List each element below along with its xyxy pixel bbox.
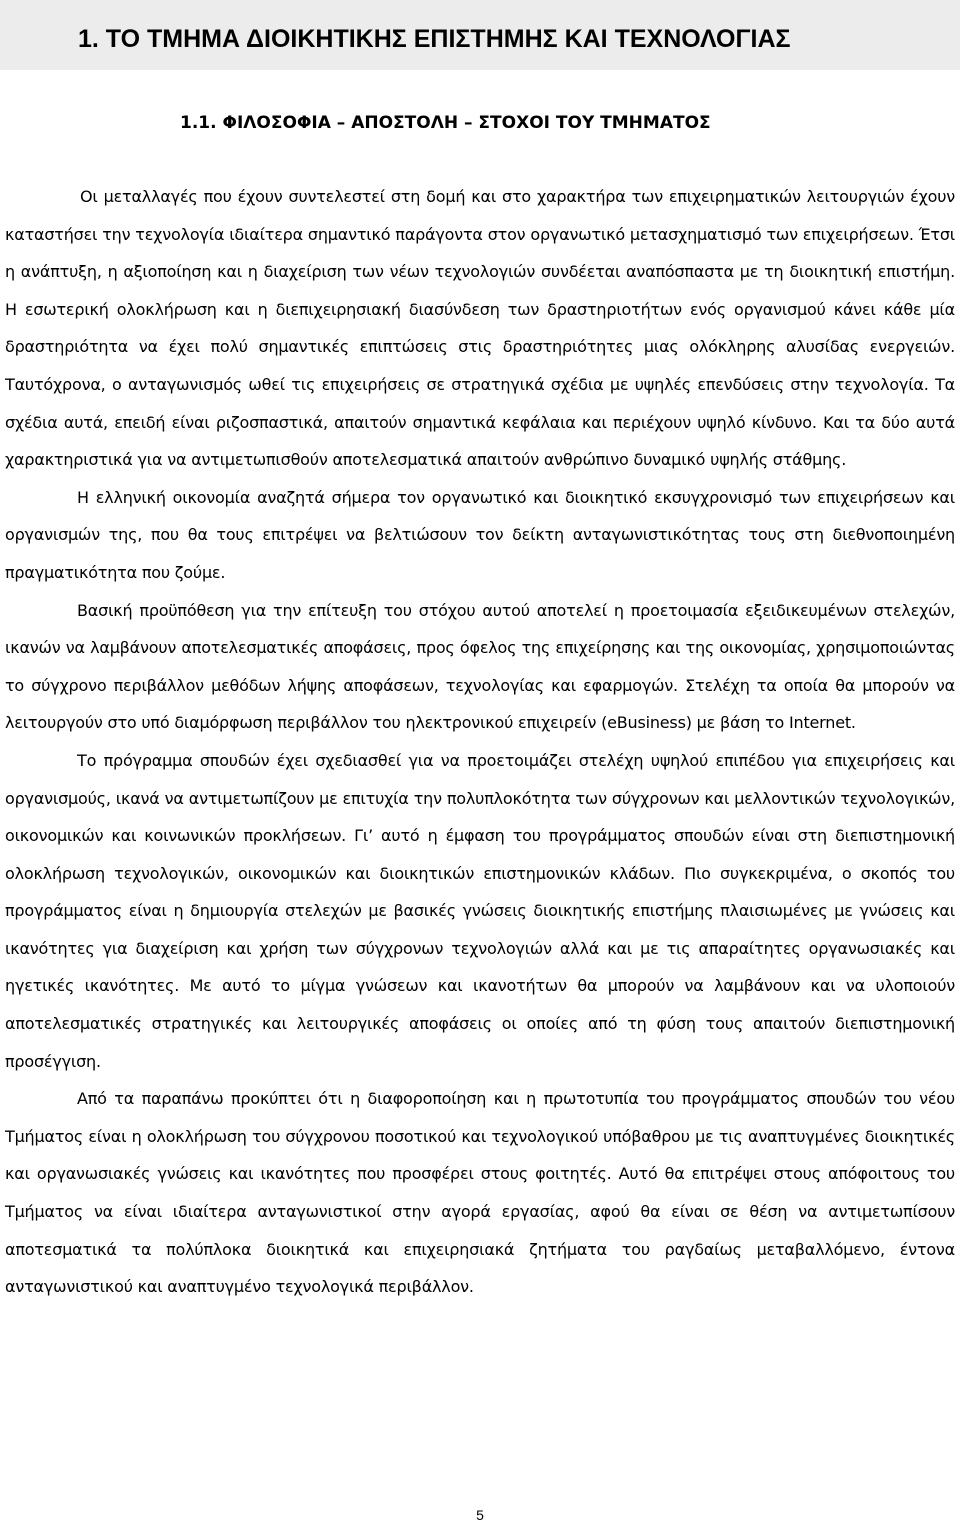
chapter-heading-band: [0, 0, 960, 70]
paragraph-1: Οι μεταλλαγές που έχουν συντελεστεί στη δομή και στο χαρακτήρα των επιχειρηματικών λειτουργιών έχουν καταστήσει την τεχνολογία ιδιαίτερα σημαντικό παράγοντα στον οργανωτικό μετασχηματισμό των επιχειρήσεων. Έτσι η ανάπτυξη, η αξιοποίηση και η διαχείριση των νέων τεχνολογιών συνδέεται αναπόσπαστα με τη διοικητική επιστήμη. Η εσωτερική ολοκλήρωση και η διεπιχειρησιακή διασύνδεση των δραστηριοτήτων ενός οργανισμού κάνει κάθε μία δραστηριότητα να έχει πολύ σημαντικές επιπτώσεις στις δραστηριότητες μιας ολόκληρης αλυσίδας ενεργειών. Ταυτόχρονα, ο ανταγωνισμός ωθεί τις επιχειρήσεις σε στρατηγικά σχέδια με υψηλές επενδύσεις στην τεχνολογία. Τα σχέδια αυτά, επειδή είναι ριζοσπαστικά, απαιτούν σημαντικά κεφάλαια και περιέχουν υψηλό κίνδυνο. Και τα δύο αυτά χαρακτηριστικά για να αντιμετωπισθούν αποτελεσματικά απαιτούν ανθρώπινο δυναμικό υψηλής στάθμης.: [5, 187, 955, 470]
paragraph-4: Το πρόγραμμα σπουδών έχει σχεδιασθεί για να προετοιμάζει στελέχη υψηλού επιπέδου για επιχειρήσεις και οργανισμούς, ικανά να αντιμετωπίζουν με επιτυχία την πολυπλοκότητα των σύγχρονων και μελλοντικών τεχνολογικών, οικονομικών και κοινωνικών προκλήσεων. Γι’ αυτό η έμφαση του προγράμματος σπουδών είναι στη διεπιστημονική ολοκλήρωση τεχνολογικών, οικονομικών και διοικητικών επιστημονικών κλάδων. Πιο συγκεκριμένα, ο σκοπός του προγράμματος είναι η δημιουργία στελεχών με βασικές γνώσεις διοικητικής επιστήμης πλαισιωμένες με γνώσεις και ικανότητες για διαχείριση και χρήση των σύγχρονων τεχνολογιών αλλά και με τις απαραίτητες οργανωσιακές και ηγετικές ικανότητες. Με αυτό το μίγμα γνώσεων και ικανοτήτων θα μπορούν να λαμβάνουν και να υλοποιούν αποτελεσματικές στρατηγικές και λειτουργικές αποφάσεις οι οποίες από τη φύση τους απαιτούν διεπιστημονική προσέγγιση.: [5, 750, 955, 1071]
section-title: 1.1. ΦΙΛΟΣΟΦΙΑ – ΑΠΟΣΤΟΛΗ – ΣΤΟΧΟΙ ΤΟΥ ΤΜΗΜΑΤΟΣ: [180, 113, 711, 133]
page-number: 5: [476, 1507, 484, 1523]
chapter-title: 1. ΤΟ ΤΜΗΜΑ ΔΙΟΙΚΗΤΙΚΗΣ ΕΠΙΣΤΗΜΗΣ ΚΑΙ ΤΕΧΝΟΛΟΓΙΑΣ: [78, 25, 791, 53]
paragraph-3: Βασική προϋπόθεση για την επίτευξη του στόχου αυτού αποτελεί η προετοιμασία εξειδικευμένων στελεχών, ικανών να λαμβάνουν αποτελεσματικές αποφάσεις, προς όφελος της επιχείρησης και της οικονομίας, χρησιμοποιώντας το σύγχρονο περιβάλλον μεθόδων λήψης αποφάσεων, τεχνολογίας και εφαρμογών. Στελέχη τα οποία θα μπορούν να λειτουργούν στο υπό διαμόρφωση περιβάλλον του ηλεκτρονικού επιχειρείν (eBusiness) με βάση το Internet.: [5, 600, 955, 733]
paragraph-5: Από τα παραπάνω προκύπτει ότι η διαφοροποίηση και η πρωτοτυπία του προγράμματος σπουδών του νέου Τμήματος είναι η ολοκλήρωση του σύγχρονου ποσοτικού και τεχνολογικού υπόβαθρου με τις αναπτυγμένες διοικητικές και οργανωσιακές γνώσεις και ικανότητες που προσφέρει στους φοιτητές. Αυτό θα επιτρέψει στους απόφοιτους του Τμήματος να είναι ιδιαίτερα ανταγωνιστικοί στην αγορά εργασίας, αφού θα είναι σε θέση να αντιμετωπίσουν αποτεσματικά τα πολύπλοκα διοικητικά και επιχειρησιακά ζητήματα του ραγδαίως μεταβαλλόμενο, έντονα ανταγωνιστικού και αναπτυγμένο τεχνολογικά περιβάλλον.: [5, 1089, 955, 1297]
paragraph-2: Η ελληνική οικονομία αναζητά σήμερα τον οργανωτικό και διοικητικό εκσυγχρονισμό των επιχειρήσεων και οργανισμών της, που θα τους επιτρέψει να βελτιώσουν τον δείκτη ανταγωνιστικότητας τους στη διεθνοποιημένη πραγματικότητα που ζούμε.: [5, 487, 955, 582]
body-text: [5, 178, 955, 1306]
